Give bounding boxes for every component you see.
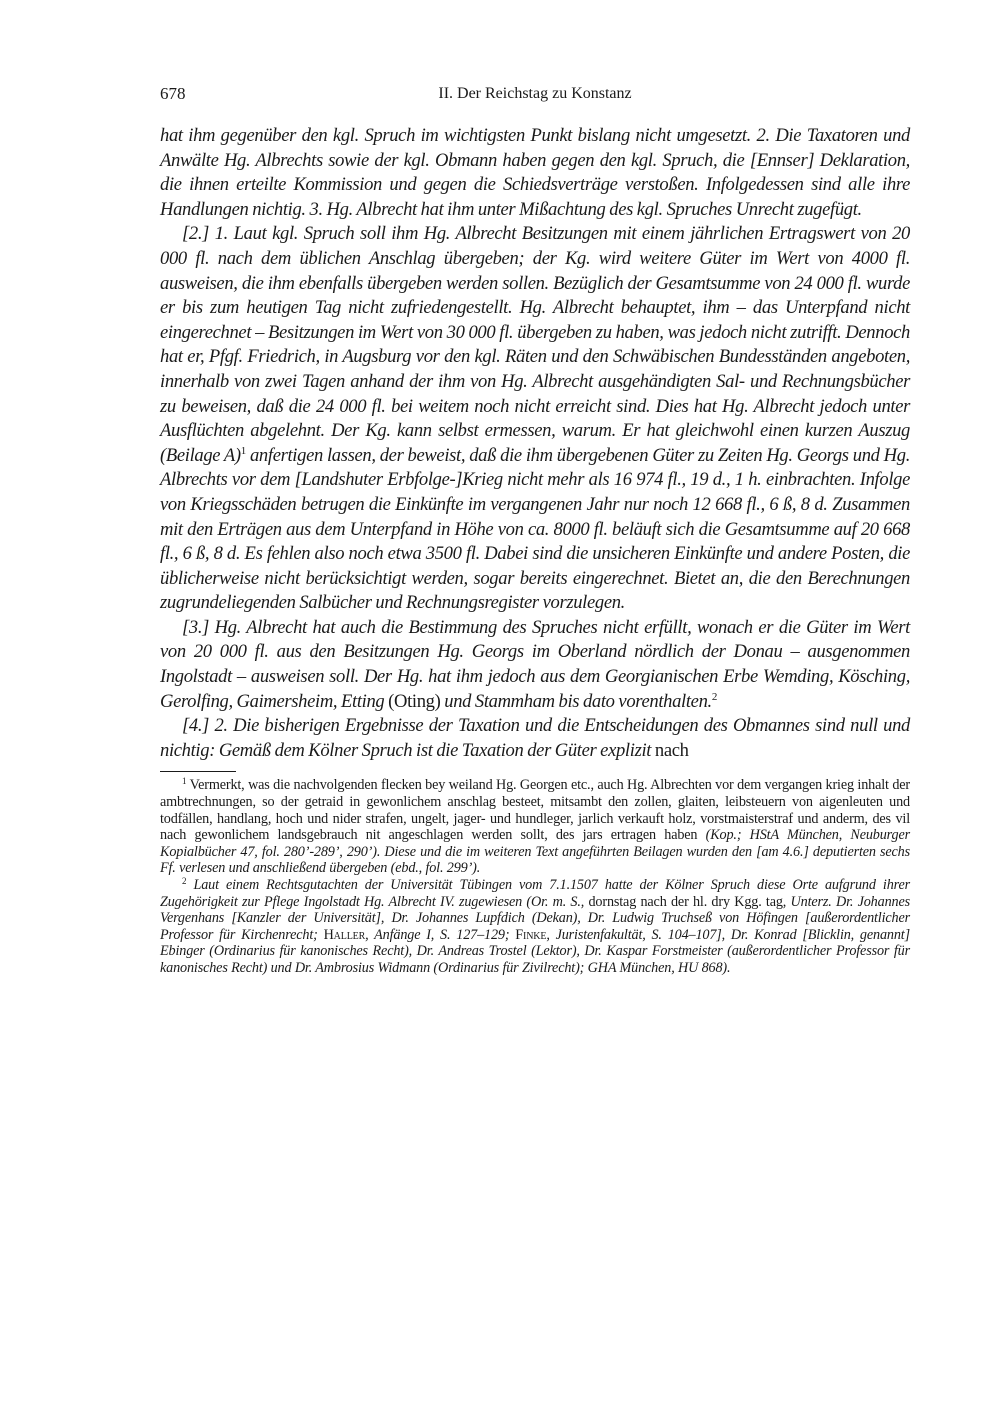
paragraph-text: [3.] Hg. Albrecht hat auch die Bestimmung des Spruches nicht erfüllt, wonach er die Güter im Wert von 20 000 fl. aus den Besitzungen Hg. Georgs im Oberland nördlich der Donau – ausgenommen Ingolstadt – ausweisen soll. Der Hg. hat ihm jedoch aus dem Georgianischen Erbe Wemding, Kösching, Gerolfing, Gaimersheim, Etting [160,616,910,712]
footnotes [160,777,910,976]
footnote-number: 1 [182,776,187,787]
paragraph-text: anfertigen lassen, der beweist, daß die ihm übergebenen Güter zu Zeiten Hg. Georgs und Hg. Albrechts vor dem [Landshuter Erbfolge-]Krieg nicht mehr als 16 974 fl., 19 d., 1 h. einbrachten. Infolge von Kriegsschäden betrugen die Einkünfte im vergangenen Jahr nur noch 12 668 fl., 6 ß, 8 d. Zusammen mit den Erträgen aus dem Unterpfand in Höhe von ca. 8000 fl. beläuft sich die Gesamtsumme auf 20 668 fl., 6 ß, 8 d. Es fehlen also noch etwa 3500 fl. Dabei sind die unsicheren Einkünfte und andere Posten, die üblicherweise nicht berücksichtigt werden, sogar bereits eingerechnet. Bietet an, die den Berechnungen zugrundeliegenden Salbücher und Rechnungsregister vorzulegen. [160,444,910,614]
paragraph-2 [160,222,910,616]
author-name-smallcaps: Finke [515,926,547,943]
paragraph-text: [4.] 2. Die bisherigen Ergebnisse der Taxation und die Entscheidungen des Obmannes sind null und nichtig: Gemäß dem Kölner Spruch ist die Taxation der Güter explizit [160,715,910,761]
running-header [160,80,910,108]
footnote-editorial: , Anfänge I, S. 127–129; [365,926,516,943]
footnote-reference-1[interactable]: 1 [240,444,246,457]
footnote-editorial: Laut einem Rechtsgutachten der Universität Tübingen vom 7.1.1507 hatte der Kölner Spruch diese Orte aufgrund ihrer Zugehörigkeit zur Pflege Ingolstadt Hg. Albrecht IV. zugewiesen (Or. m. S., [160,877,910,910]
footnote-quote: dornstag nach der hl. dry Kgg. tag, [588,893,791,910]
upright-source-term: nach [651,739,689,761]
footnote-editorial: , Juristenfakultät, S. 104–107], Dr. Konrad [Blicklin, genannt] Ebinger (Ordinarius für kanonisches Recht), Dr. Andreas Trostel (Lektor), Dr. Kaspar Forstmeister (außerordentlicher Professor für kanonisches Recht) und Dr. Ambrosius Widmann (Ordinarius für Zivilrecht); GHA München, HU 868). [160,926,910,976]
paragraph-text: und Stammham bis dato vorenthalten. [440,690,712,712]
page-number: 678 [160,84,186,103]
paragraph-1 [160,124,910,222]
running-title: II. Der Reichstag zu Konstanz [438,85,632,102]
footnote-reference-2[interactable]: 2 [711,690,717,703]
footnote-2 [160,877,910,977]
document-page [160,80,910,977]
footnote-divider [160,771,236,772]
footnote-editorial: (Kop.; HStA München, Neuburger Kopialbücher 47, fol. 280’-289’, 290’). Diese und die im weiteren Text angeführten Beilagen wurden den [am 4.6.] deputierten sechs Ff. verlesen und anschließend übergeben (ebd., fol. 299’). [160,827,910,877]
paragraph-text: hat ihm gegenüber den kgl. Spruch im wichtigsten Punkt bislang nicht umgesetzt. 2. Die Taxatoren und Anwälte Hg. Albrechts sowie der kgl. Obmann haben gegen den kgl. Spruch, die [Ennser] Deklaration, die ihnen erteilte Kommission und gegen die Schiedsverträge verstoßen. Infolgedessen sind alle ihre Handlungen nichtig. 3. Hg. Albrecht hat ihm unter Mißachtung des kgl. Spruches Unrecht zugefügt. [160,125,910,220]
paragraph-4 [160,714,910,763]
main-text [160,124,910,763]
author-name-smallcaps: Haller [323,926,366,943]
footnote-number: 2 [182,876,187,886]
footnote-1 [160,777,910,877]
paragraph-text: [2.] 1. Laut kgl. Spruch soll ihm Hg. Albrecht Besitzungen mit einem jährlichen Ertragswert von 20 000 fl. nach dem üblichen Anschlag übergeben; der Kg. wird weitere Güter im Wert von 4000 fl. ausweisen, die ihm ebenfalls übergeben werden sollen. Bezüglich der Gesamtsumme von 24 000 fl. wurde er bis zum heutigen Tag nicht zufriedengestellt. Hg. Albrecht behauptet, ihm – das Unterpfand nicht eingerechnet – Besitzungen im Wert von 30 000 fl. übergeben zu haben, was jedoch nicht zutrifft. Dennoch hat er, Pfgf. Friedrich, in Augsburg vor den kgl. Räten und den Schwäbischen Bundesständen angeboten, innerhalb von zwei Tagen anhand der ihm von Hg. Albrecht ausgehändigten Sal- und Rechnungsbücher zu beweisen, daß die 24 000 fl. bei weitem noch nicht erreicht sind. Dies hat Hg. Albrecht jedoch unter Ausflüchten abgelehnt. Der Kg. kann selbst ermessen, warum. Er hat gleichwohl einen kurzen Auszug (Beilage A) [160,223,910,466]
paragraph-3 [160,616,910,714]
upright-source-term: (Oting) [388,690,441,712]
footnote-editorial: Unterz. Dr. Johannes Vergenhans [Kanzler der Universität], Dr. Johannes Lupfdich (Dekan), Dr. Ludwig Truchseß von Höfingen [außerordentlicher Professor für Kirchenrecht; [160,893,910,943]
footnote-quote: Vermerkt, was die nachvolgenden flecken bey weiland Hg. Georgen etc., auch Hg. Albrechten vor dem vergangen krieg inhalt der ambtrechnungen, so der getraid in gewonlichem anschlag besteet, mitsambt den zollen, glaiten, leibsteuern von aigenleuten und todfällen, handlang, hoch und nider strafen, ungelt, jager- und hundleger, jarlich verkauft holz, vorstmaisterstraf und anderm, des vil nach gewonlichem landsgebrauch nit angeschlagen werden sollt, des jars ertragen haben [160,777,910,844]
